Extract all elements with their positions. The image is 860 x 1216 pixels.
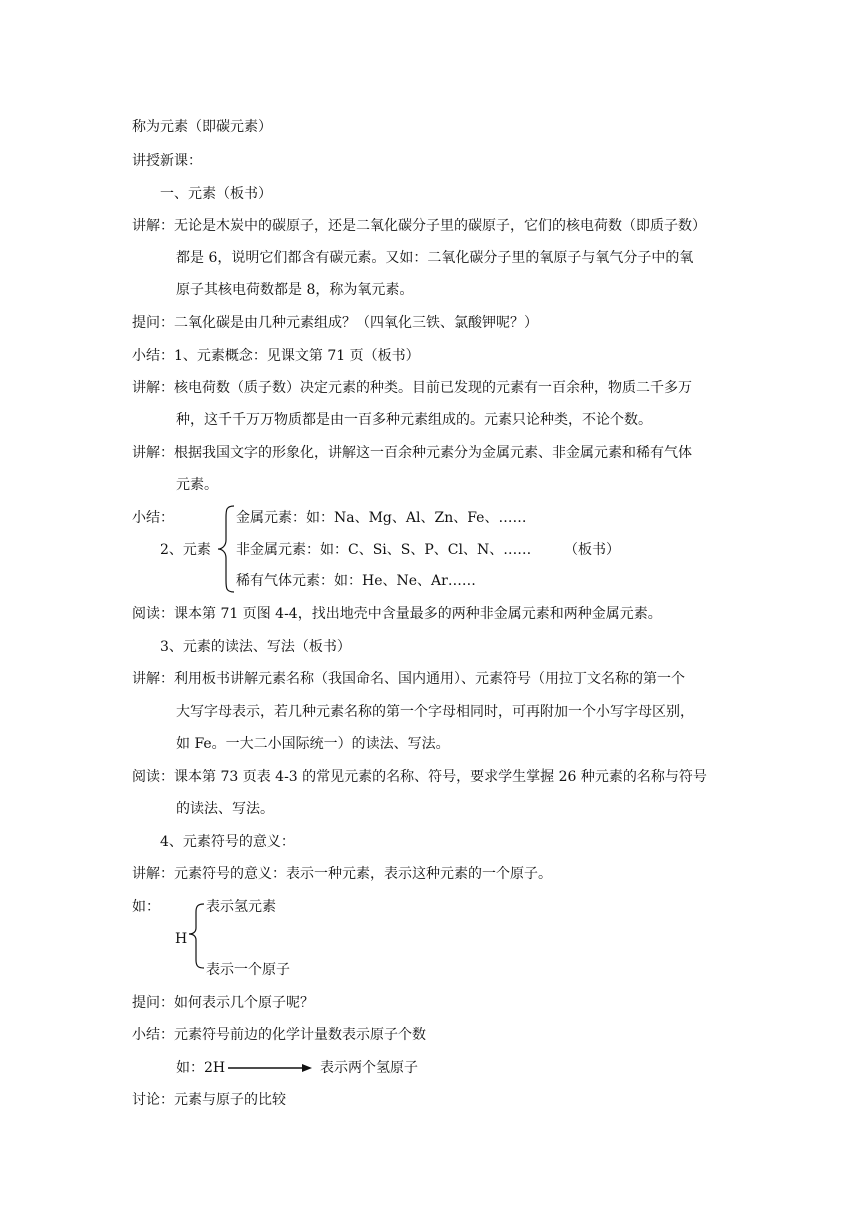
text-line: 提问：二氧化碳是由几种元素组成？（四氧化三铁、氯酸钾呢？） — [132, 315, 538, 331]
text-line: 种，这千千万万物质都是由一百多种元素组成的。元素只论种类，不论个数。 — [176, 412, 652, 428]
text-line: 阅读：课本第 71 页图 4-4，找出地壳中含量最多的两种非金属元素和两种金属元素。 — [132, 606, 662, 622]
text-line: 讲授新课： — [132, 153, 202, 169]
text-line: 小结：元素符号前边的化学计量数表示原子个数 — [132, 1027, 426, 1043]
text-line: 讲解：核电荷数（质子数）决定元素的种类。目前已发现的元素有一百余种，物质二千多万 — [132, 380, 692, 396]
text-line: 讲解：利用板书讲解元素名称（我国命名、国内通用）、元素符号（用拉丁文名称的第一个 — [132, 671, 685, 687]
text-line: 小结：1、元素概念：见课文第 71 页（板书） — [132, 348, 420, 364]
text-line: 讲解：无论是木炭中的碳原子，还是二氧化碳分子里的碳原子，它们的核电荷数（即质子数） — [132, 218, 706, 234]
section-heading: 4、元素符号的意义： — [160, 834, 295, 850]
text-line: 原子其核电荷数都是 8，称为氧元素。 — [176, 282, 414, 298]
symbol-brace — [186, 898, 206, 970]
text-line: 小结： — [132, 510, 174, 526]
classification-noble-gas: 稀有气体元素：如：He、Ne、Ar…… — [236, 573, 476, 589]
text-line: 讨论：元素与原子的比较 — [132, 1092, 286, 1108]
symbol-meaning-atom: 表示一个原子 — [206, 962, 290, 978]
text-line: 阅读：课本第 73 页表 4-3 的常见元素的名称、符号，要求学生掌握 26 种元素的名称与符号 — [132, 769, 707, 785]
text-line: 的读法、写法。 — [176, 801, 274, 817]
classification-nonmetal: 非金属元素：如：C、Si、S、P、Cl、N、…… — [236, 542, 532, 558]
board-note: （板书） — [564, 542, 620, 558]
text-line: 称为元素（即碳元素） — [132, 119, 272, 135]
example-meaning: 表示两个氢原子 — [320, 1060, 418, 1076]
example-2h: 如：2H — [176, 1060, 226, 1076]
text-line: 讲解：元素符号的意义：表示一种元素，表示这种元素的一个原子。 — [132, 866, 552, 882]
text-line: 提问：如何表示几个原子呢？ — [132, 995, 314, 1011]
section-heading: 一、元素（板书） — [160, 186, 272, 202]
text-line: 如 Fe。一大二小国际统一）的读法、写法。 — [176, 736, 450, 752]
classification-brace — [216, 504, 236, 594]
text-line: 讲解：根据我国文字的形象化，讲解这一百余种元素分为金属元素、非金属元素和稀有气体 — [132, 445, 692, 461]
text-line: 元素。 — [176, 477, 218, 493]
right-arrow-icon — [228, 1061, 312, 1075]
section-heading: 3、元素的读法、写法（板书） — [160, 639, 351, 655]
symbol-meaning-element: 表示氢元素 — [206, 899, 276, 915]
classification-label: 2、元素 — [160, 542, 211, 558]
hydrogen-symbol: H — [175, 931, 188, 947]
text-line: 如： — [132, 899, 160, 915]
text-line: 大写字母表示，若几种元素名称的第一个字母相同时，可再附加一个小写字母区别， — [176, 704, 694, 720]
classification-metal: 金属元素：如：Na、Mg、Al、Zn、Fe、…… — [236, 510, 527, 526]
text-line: 都是 6，说明它们都含有碳元素。又如：二氧化碳分子里的氧原子与氧气分子中的氧 — [176, 250, 694, 266]
